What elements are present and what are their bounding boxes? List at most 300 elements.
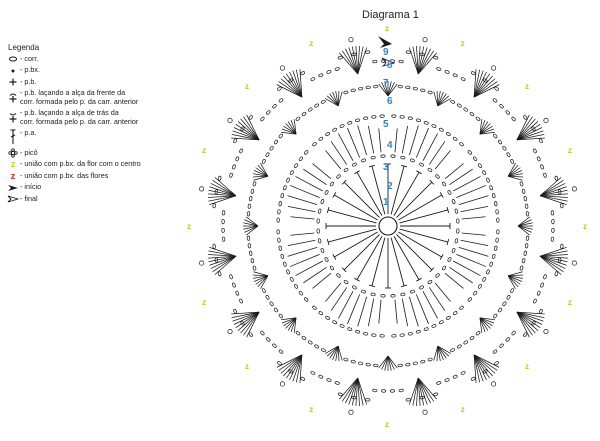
chain-mark xyxy=(381,294,386,297)
chain-mark xyxy=(453,311,458,316)
petal-stitch xyxy=(358,126,367,156)
chain-mark xyxy=(463,340,468,345)
chain-mark xyxy=(274,307,279,312)
chain-mark xyxy=(343,358,348,362)
double-crochet-mark xyxy=(400,229,448,242)
petal-stitch xyxy=(445,164,463,179)
chain-mark xyxy=(249,251,252,256)
chain-mark xyxy=(499,104,504,109)
chain-mark xyxy=(445,378,450,382)
chain-mark xyxy=(471,71,476,75)
chain-mark xyxy=(467,150,472,155)
chain-mark xyxy=(233,309,237,314)
diagram-title: Diagrama 1 xyxy=(362,9,419,21)
chain-mark xyxy=(551,211,554,216)
double-crochet-mark xyxy=(328,210,376,223)
chain-mark xyxy=(295,116,300,121)
chain-mark xyxy=(308,107,313,112)
chain-mark xyxy=(318,209,321,214)
chain-mark xyxy=(344,280,349,285)
chain-mark xyxy=(523,332,528,337)
chain-mark xyxy=(300,377,305,381)
chain-mark xyxy=(475,116,480,121)
chain-mark xyxy=(277,361,282,366)
double-crochet-top xyxy=(416,278,421,281)
double-crochet-top xyxy=(416,171,421,174)
chain-mark xyxy=(274,139,279,144)
chain-mark xyxy=(391,155,396,158)
chain-mark xyxy=(262,159,266,164)
chain-mark xyxy=(251,189,255,194)
chain-mark xyxy=(229,173,233,178)
chain-mark xyxy=(494,361,499,366)
chain-mark xyxy=(446,132,451,137)
picot-mark xyxy=(349,410,353,414)
chain-mark xyxy=(420,89,425,93)
petal-stitch xyxy=(326,150,341,168)
petal-stitch xyxy=(296,176,323,191)
chain-mark xyxy=(482,277,486,282)
chain-mark xyxy=(232,164,236,169)
chain-mark xyxy=(419,285,424,289)
chain-mark xyxy=(232,283,236,288)
picot-mark xyxy=(349,37,353,41)
chain-mark xyxy=(511,330,516,335)
petal-stitch xyxy=(462,233,486,235)
chain-mark xyxy=(380,334,385,337)
double-crochet-top xyxy=(354,171,359,174)
chain-mark xyxy=(428,91,433,95)
legend-text-slip-stitch: - p.bx. xyxy=(20,65,40,75)
chain-mark xyxy=(400,293,405,296)
double-crochet-mark xyxy=(396,182,431,217)
chain-mark xyxy=(533,148,537,153)
petal-stitch xyxy=(461,240,488,245)
join-flower-center-mark: z xyxy=(202,297,207,307)
join-flower-center-mark: z xyxy=(567,146,572,156)
petal-stitch xyxy=(453,176,480,191)
picot-mark xyxy=(199,187,203,191)
chain-mark xyxy=(552,228,555,232)
chain-mark xyxy=(229,274,233,279)
chain-mark xyxy=(540,164,544,169)
chain-mark xyxy=(278,133,283,138)
chain-mark xyxy=(304,150,309,155)
picot-mark xyxy=(280,66,284,70)
chain-mark xyxy=(498,139,503,144)
chain-mark xyxy=(318,136,323,141)
petal-stitch xyxy=(326,283,341,301)
chain-mark xyxy=(450,348,455,352)
picot-mark xyxy=(572,187,576,191)
chain-mark xyxy=(298,291,303,296)
chain-mark xyxy=(361,290,366,294)
chain-mark xyxy=(318,375,323,379)
double-crochet-mark xyxy=(394,172,419,215)
chain-mark xyxy=(439,128,444,132)
chain-mark xyxy=(469,112,474,117)
petal-stitch xyxy=(423,134,438,161)
chain-mark xyxy=(326,378,331,382)
row-number: 8 xyxy=(387,60,393,71)
chain-mark xyxy=(338,393,343,397)
chain-mark xyxy=(222,219,225,223)
chain-mark xyxy=(248,243,251,248)
petal-stitch xyxy=(290,217,314,219)
chain-mark xyxy=(340,124,345,128)
chain-mark xyxy=(326,70,331,74)
petal-stitch xyxy=(395,128,397,152)
double-crochet-mark xyxy=(398,195,441,220)
chain-mark xyxy=(511,116,516,121)
chain-mark xyxy=(526,211,529,216)
chain-mark xyxy=(222,228,225,232)
chain-mark xyxy=(560,203,563,208)
chain-mark xyxy=(496,218,499,223)
chain-mark xyxy=(312,142,317,147)
chain-mark xyxy=(405,86,410,89)
chain-mark xyxy=(400,156,405,159)
chain-mark xyxy=(283,185,287,190)
petal-stitch xyxy=(453,261,480,276)
chain-mark xyxy=(347,327,352,331)
chain-mark xyxy=(290,277,294,282)
chain-mark xyxy=(456,229,459,234)
chain-mark xyxy=(442,265,447,270)
chain-mark xyxy=(398,364,403,367)
double-crochet-mark xyxy=(344,234,379,269)
double-crochet-mark xyxy=(372,238,385,286)
petal-stitch xyxy=(358,297,367,327)
chain-mark xyxy=(482,170,486,175)
row-number: 5 xyxy=(383,119,389,130)
petal-stitch xyxy=(445,273,463,288)
chain-mark xyxy=(373,85,378,88)
chain-mark xyxy=(560,244,563,249)
chain-mark xyxy=(298,156,303,161)
chain-mark xyxy=(321,100,326,104)
double-crochet-top xyxy=(333,192,336,197)
petal-stitch xyxy=(288,196,318,205)
chain-mark xyxy=(416,330,421,334)
row-number: 4 xyxy=(387,140,393,151)
chain-mark xyxy=(406,51,411,54)
chain-mark xyxy=(391,294,396,297)
chain-mark xyxy=(520,181,524,186)
chain-mark xyxy=(344,168,349,173)
double-crochet-mark xyxy=(334,232,377,257)
chain-mark xyxy=(239,148,243,153)
petal-stitch xyxy=(462,217,486,219)
chain-mark xyxy=(381,390,385,393)
petal-stitch xyxy=(395,300,397,324)
legend-heading: Legenda xyxy=(8,43,40,52)
picot-mark xyxy=(280,382,284,386)
chain-mark xyxy=(424,121,429,125)
chain-mark xyxy=(366,363,371,366)
chain-mark xyxy=(478,284,483,289)
chain-mark xyxy=(502,146,507,151)
chain-mark xyxy=(325,132,330,137)
chain-mark xyxy=(496,230,499,235)
petal-stitch xyxy=(461,206,488,211)
chain-mark xyxy=(416,118,421,122)
chain-mark xyxy=(253,266,257,271)
picot-mark xyxy=(544,118,548,122)
chain-mark xyxy=(390,390,394,393)
chain-mark xyxy=(272,343,277,348)
chain-mark xyxy=(365,398,370,401)
chain-mark xyxy=(399,60,404,63)
chain-mark xyxy=(492,254,496,259)
chain-mark xyxy=(260,330,265,335)
petal-stitch xyxy=(423,291,438,318)
join-flower-center-mark: z xyxy=(244,81,249,91)
chain-mark xyxy=(445,70,450,74)
petal-stitch xyxy=(459,247,489,256)
picot-mark xyxy=(423,37,427,41)
row-number: 2 xyxy=(387,181,393,192)
chain-mark xyxy=(427,280,432,285)
chain-mark xyxy=(381,155,386,158)
chain-mark xyxy=(318,311,323,316)
chain-mark xyxy=(371,156,376,159)
chain-mark xyxy=(301,336,306,341)
chain-mark xyxy=(533,299,537,304)
double-crochet-mark xyxy=(344,182,379,217)
join-flower-center-mark: z xyxy=(525,81,530,91)
chain-mark xyxy=(260,116,265,121)
chain-mark xyxy=(450,100,455,104)
chain-mark xyxy=(330,265,335,270)
chain-mark xyxy=(463,107,468,112)
chain-mark xyxy=(213,244,216,249)
chain-mark xyxy=(526,236,529,241)
petal-stitch xyxy=(379,128,381,152)
chain-mark xyxy=(413,87,418,90)
chain-mark xyxy=(295,331,300,336)
chain-mark xyxy=(321,348,326,352)
legend-text-chain: - corr. xyxy=(20,53,39,63)
chain-mark xyxy=(525,243,528,248)
chain-mark xyxy=(408,117,413,120)
chain-mark xyxy=(447,257,451,262)
chain-mark xyxy=(447,190,451,195)
double-crochet-mark xyxy=(357,172,382,215)
legend-text-front-loop: - p.b. laçando a alça da frente da corr. formada pelo p. da carr. anterior xyxy=(20,88,139,106)
chain-mark xyxy=(455,209,458,214)
chain-mark xyxy=(277,210,280,215)
join-flower-center-mark: z xyxy=(202,146,207,156)
chain-mark xyxy=(324,190,328,195)
chain-mark xyxy=(493,313,498,318)
chain-mark xyxy=(540,283,544,288)
chain-mark xyxy=(539,138,543,143)
petal-stitch xyxy=(312,273,330,288)
chain-mark xyxy=(431,124,436,128)
chain-mark xyxy=(247,211,250,216)
chain-mark xyxy=(492,98,497,103)
chain-mark xyxy=(262,288,266,293)
double-crochet-top xyxy=(354,278,359,281)
chain-mark xyxy=(522,189,526,194)
chain-mark xyxy=(308,340,313,345)
join-flower-center-mark: z xyxy=(460,404,465,414)
join-flower-center-mark: z xyxy=(385,420,389,429)
chain-mark xyxy=(406,398,411,401)
chain-mark xyxy=(272,104,277,109)
legend-text-double-crochet: - p.a. xyxy=(20,127,37,137)
chain-mark xyxy=(325,316,330,321)
chain-mark xyxy=(494,86,499,91)
chain-mark xyxy=(317,219,320,224)
chain-mark xyxy=(310,77,315,81)
chain-mark xyxy=(446,316,451,321)
legend-text-single-crochet: - p.b. xyxy=(20,76,37,86)
petal-stitch xyxy=(435,150,450,168)
chain-mark xyxy=(239,299,243,304)
chain-mark xyxy=(336,273,341,278)
chain-mark xyxy=(338,56,343,60)
petal-stitch xyxy=(288,240,315,245)
chain-mark xyxy=(363,117,368,120)
row-number: 6 xyxy=(387,96,393,107)
chain-mark xyxy=(461,77,466,81)
chain-mark xyxy=(266,110,271,115)
chain-mark xyxy=(493,133,498,138)
legend-text-join-center: - união com p.bx. da flor com o centro xyxy=(20,159,141,169)
chain-mark xyxy=(265,295,269,300)
chain-mark xyxy=(358,362,363,365)
chain-mark xyxy=(373,60,378,63)
chain-mark xyxy=(537,291,541,296)
picot-mark xyxy=(228,329,232,333)
chain-mark xyxy=(253,181,257,186)
chain-mark xyxy=(222,237,225,242)
double-crochet-top xyxy=(440,254,443,259)
chain-mark xyxy=(286,178,290,183)
chain-mark xyxy=(218,271,222,276)
chain-mark xyxy=(427,168,432,173)
chain-mark xyxy=(380,115,385,118)
chain-mark xyxy=(439,320,444,324)
chain-mark xyxy=(248,115,253,120)
chain-mark xyxy=(277,238,280,243)
chain-mark xyxy=(372,334,377,337)
petal-stitch xyxy=(338,291,353,318)
chain-mark xyxy=(222,211,225,216)
join-flower-center-mark: z xyxy=(525,362,530,372)
chain-mark xyxy=(398,85,403,88)
chain-mark xyxy=(279,246,282,251)
picot-mark xyxy=(491,382,495,386)
chain-mark xyxy=(335,67,340,71)
chain-mark xyxy=(413,362,418,365)
petal-stitch xyxy=(296,261,323,276)
picot-mark xyxy=(199,261,203,265)
chain-mark xyxy=(314,344,319,348)
chain-mark xyxy=(318,238,321,243)
picot-mark xyxy=(572,261,576,265)
center-ring xyxy=(379,217,397,235)
chain-mark xyxy=(290,170,294,175)
double-crochet-mark xyxy=(391,238,404,286)
chain-mark xyxy=(537,156,541,161)
petal-stitch xyxy=(288,206,315,211)
chain-mark xyxy=(343,91,348,95)
chain-mark xyxy=(436,67,441,71)
chain-mark xyxy=(355,330,360,334)
petal-stitch xyxy=(368,299,373,326)
chain-mark xyxy=(475,331,480,336)
chain-mark xyxy=(467,297,472,302)
double-crochet-mark xyxy=(334,195,377,220)
chain-mark xyxy=(332,320,337,324)
chain-mark xyxy=(265,152,269,157)
chain-mark xyxy=(332,128,337,132)
chain-mark xyxy=(312,305,317,310)
chain-mark xyxy=(478,163,483,168)
petal-stitch xyxy=(402,126,407,153)
chain-mark xyxy=(304,297,309,302)
chain-mark xyxy=(410,158,415,162)
chain-mark xyxy=(248,204,251,209)
double-crochet-mark xyxy=(394,236,419,279)
chain-mark xyxy=(473,291,478,296)
chain-mark xyxy=(524,251,527,256)
petal-stitch xyxy=(379,300,381,324)
chain-mark xyxy=(365,51,370,54)
chain-mark xyxy=(277,230,280,235)
chain-mark xyxy=(218,176,222,181)
join-flowers-mark: z xyxy=(10,170,16,181)
chain-mark xyxy=(399,389,404,392)
chain-mark xyxy=(392,334,397,337)
chain-mark xyxy=(266,337,271,342)
chain-mark xyxy=(522,258,526,263)
chain-mark xyxy=(278,349,283,354)
chain-mark xyxy=(473,156,478,161)
double-crochet-mark xyxy=(391,166,404,214)
chain-mark xyxy=(340,324,345,328)
chain-mark xyxy=(457,344,462,348)
chain-mark xyxy=(294,163,299,168)
chain-mark xyxy=(286,269,290,274)
chain-mark xyxy=(317,229,320,234)
chain-mark xyxy=(471,377,476,381)
chain-mark xyxy=(520,266,524,271)
join-flower-center-mark: z xyxy=(244,362,249,372)
petal-stitch xyxy=(288,247,318,256)
chain-mark xyxy=(269,301,274,306)
chain-mark xyxy=(433,56,438,60)
join-flower-center-mark: z xyxy=(460,39,465,49)
join-flower-center-mark: z xyxy=(583,222,587,231)
chain-mark xyxy=(453,136,458,141)
chain-mark xyxy=(496,210,499,215)
join-flower-center-mark: z xyxy=(385,24,389,33)
chain-mark xyxy=(455,238,458,243)
chain-mark xyxy=(505,337,510,342)
petal-stitch xyxy=(312,164,330,179)
chain-mark xyxy=(251,258,255,263)
join-flower-center-mark: z xyxy=(309,39,314,49)
chain-mark xyxy=(320,199,324,204)
legend-text-picot: - picô xyxy=(20,147,38,157)
chain-mark xyxy=(351,89,356,93)
chain-mark xyxy=(361,158,366,162)
picot-mark xyxy=(544,329,548,333)
